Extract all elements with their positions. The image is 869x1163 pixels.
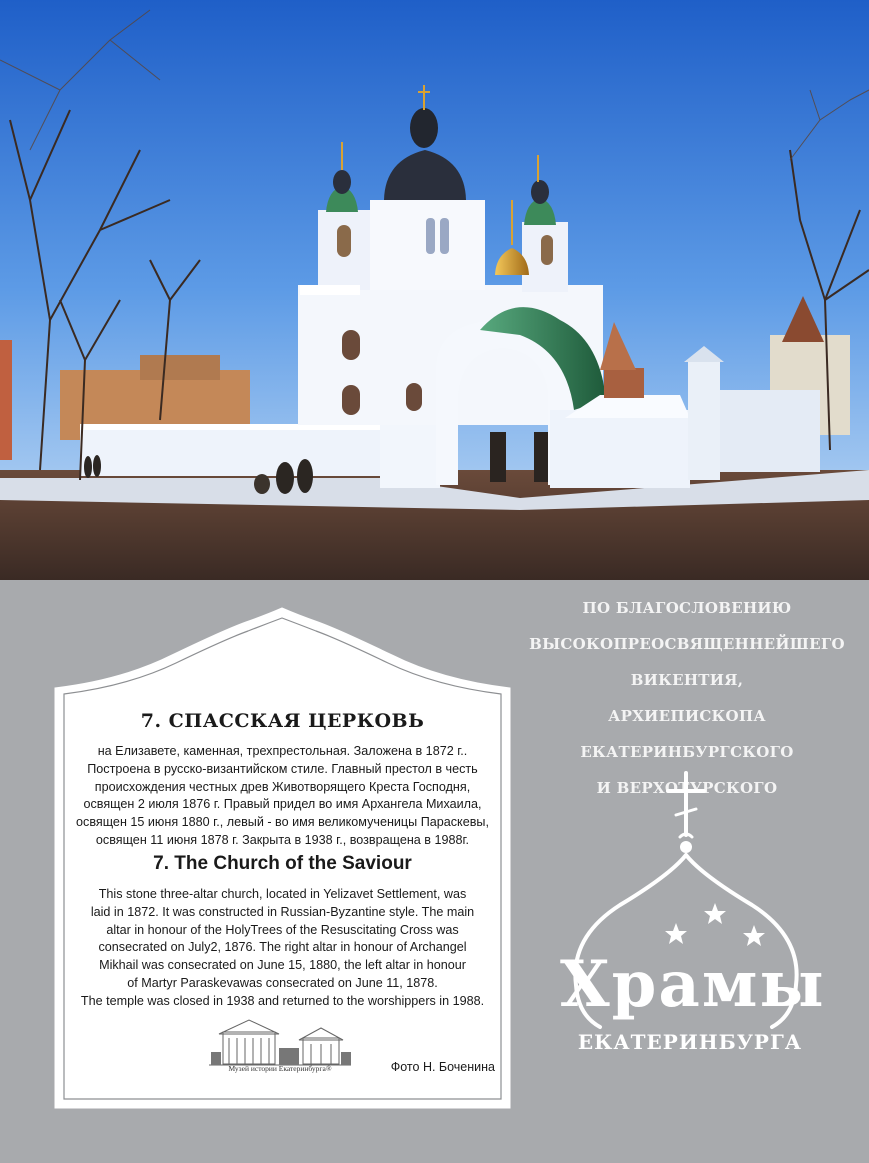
en-church-title: 7. The Church of the Saviour [153, 853, 412, 874]
blessing-line: ПО БЛАГОСЛОВЕНИЮ [582, 599, 792, 617]
en-line: consecrated on July2, 1876. The right altar in honour of Archangel [98, 940, 467, 955]
en-line: This stone three-altar church, located in Yelizavet Settlement, was [98, 887, 467, 901]
ru-description [70, 743, 495, 850]
info-card [0, 580, 869, 1163]
ru-line: освящен 15 июня 1880 г., левый - во имя великомученицы Параскевы, [76, 815, 489, 830]
brand-subtitle: ЕКАТЕРИНБУРГА [577, 1030, 803, 1054]
ru-line: освящен 11 июня 1878 г. Закрыта в 1938 г., возвращена в 1988г. [95, 832, 470, 847]
ru-line: на Елизавете, каменная, трехпрестольная. Заложена в 1872 г.. [97, 744, 468, 758]
ru-church-title: 7. СПАССКАЯ ЦЕРКОВЬ [140, 710, 425, 732]
museum-caption: Музей истории Екатеринбурга® [228, 1064, 332, 1073]
en-line: Mikhail was consecrated on June 15, 1880, the left altar in honour [99, 958, 466, 973]
brand-title: Храмы [560, 947, 826, 1022]
en-line: laid in 1872. It was constructed in Russian-Byzantine style. The main [90, 904, 475, 919]
en-description [70, 886, 495, 1011]
blessing-line: ВЫСОКОПРЕОСВЯЩЕННЕЙШЕГО ВИКЕНТИЯ, [529, 635, 845, 689]
ru-line: освящен 2 июля 1876 г. Правый придел во имя Архангела Михаила, [83, 797, 482, 812]
en-line: altar in honour of the HolyTrees of the Resuscitating Cross was [106, 922, 459, 937]
ru-line: происхождения честных древ Животворящего Креста Господня, [94, 779, 471, 794]
photo-credit: Фото Н. Боченина [390, 1060, 495, 1074]
church-photograph [0, 0, 869, 580]
blessing-line: И ВЕРХОТУРСКОГО [596, 779, 778, 797]
en-line: of Martyr Paraskevawas consecrated on June 11, 1878. [127, 975, 438, 990]
en-line: The temple was closed in 1938 and returned to the worshippers in 1988. [80, 993, 485, 1008]
ru-line: Построена в русско-византийском стиле. Главный престол в честь [87, 761, 478, 776]
blessing-line: АРХИЕПИСКОПА ЕКАТЕРИНБУРГСКОГО [580, 707, 794, 761]
